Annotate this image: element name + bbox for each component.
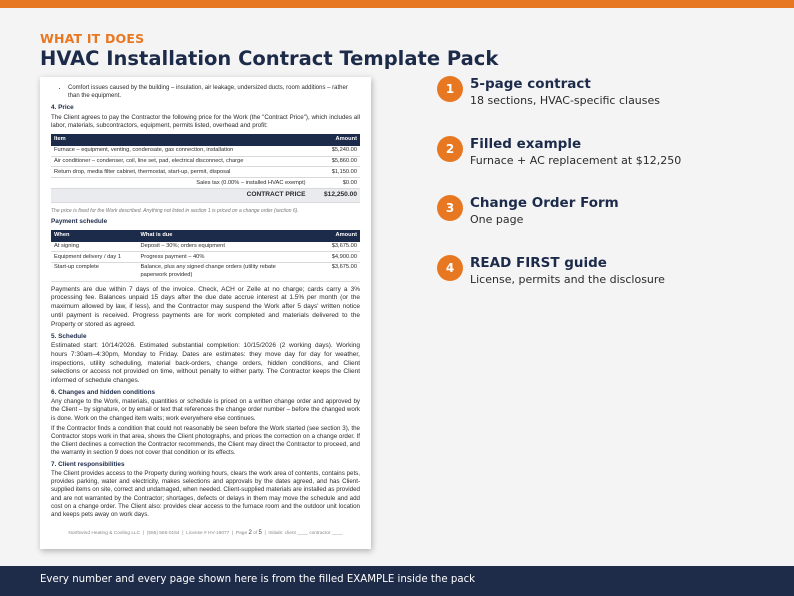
feature-number-badge: 4 bbox=[437, 255, 463, 281]
table-row bbox=[51, 146, 360, 156]
price-note: The price is fixed for the Work described. Anything not listed in section 1 is priced on a change order (section 6). bbox=[51, 207, 299, 214]
payment-what: Progress payment – 40% bbox=[138, 252, 299, 263]
top-accent-stripe bbox=[0, 0, 794, 8]
feature-title: READ FIRST guide bbox=[470, 255, 607, 271]
payment-what: Deposit – 30%; orders equipment bbox=[138, 242, 299, 252]
payment-table bbox=[51, 230, 360, 282]
page-title: HVAC Installation Contract Template Pack bbox=[40, 47, 499, 70]
price-amount: $5,240.00 bbox=[309, 146, 360, 156]
section-7-text: The Client provides access to the Property during working hours, clears the work area of contents, contains pets, provides parking, water and electricity, makes selections and approvals by the dates agreed, and has Client-supplied items on site, correct and undamaged, when needed. Client-supplied materials are installed as provided and are not warranted by the Contractor; shortages, defects or delays in them may move the schedule and add cost on a change order. The Client also: provides clear access to the furnace room and the outdoor unit location and keeps pets away on work days. bbox=[51, 470, 360, 518]
payment-amount: $4,900.00 bbox=[298, 252, 360, 263]
footer-banner-text: Every number and every page shown here is from the filled EXAMPLE inside the pack bbox=[40, 574, 476, 585]
section-4-text: The Client agrees to pay the Contractor the following price for the Work (the "Contract Price"), which includes all labor, materials, subcontractors, equipment, permits listed, overhead and profit: bbox=[51, 113, 360, 129]
price-item: Furnace – equipment, venting, condensate, gas connection, installation bbox=[51, 146, 309, 156]
payment-when: Equipment delivery / day 1 bbox=[51, 252, 138, 263]
payment-amount: $3,675.00 bbox=[298, 263, 360, 281]
payment-terms-text: Payments are due within 7 days of the invoice. Check, ACH or Zelle at no charge; cards carry a 3% processing fee. Balances unpaid 15 days after the due date accrue interest at 1.5% per month (or the maximum allowed by law, if less), and the Contractor may suspend the Work after 5 days' written notice until payment is received. Progress payments are for work completed and materials delivered to the Property or stored as agreed. bbox=[51, 285, 360, 328]
feature-number-badge: 1 bbox=[437, 76, 463, 102]
feature-subtitle: 18 sections, HVAC-specific clauses bbox=[470, 94, 661, 107]
section-6-text-1: Any change to the Work, materials, quantities or schedule is priced on a written change order and approved by the Client – by signature, or by email or text that references the change order number – before the changed work is done. Work on the changed item waits; work everywhere else continues. bbox=[51, 398, 360, 422]
feature-title: 5-page contract bbox=[470, 76, 591, 92]
section-4-heading: 4. Price bbox=[51, 104, 74, 112]
price-amount: $5,860.00 bbox=[309, 156, 360, 167]
footer-phone: (555) 555-0154 bbox=[146, 531, 180, 537]
price-header-amount: Amount bbox=[309, 134, 360, 146]
payment-header-amount: Amount bbox=[298, 230, 360, 242]
payment-header-when: When bbox=[51, 230, 138, 242]
feature-subtitle: One page bbox=[470, 213, 524, 226]
total-row bbox=[51, 189, 360, 203]
table-row bbox=[51, 263, 360, 281]
footer-company: Northwind Heating & Cooling LLC bbox=[68, 531, 141, 537]
bullet-item: • Comfort issues caused by the building – insulation, air leakage, undersized ducts, room additions – rather than the equipment. bbox=[68, 85, 360, 100]
feature-item-4 bbox=[437, 255, 767, 295]
price-item: Return drop, media filter cabinet, thermostat, start-up, permit, disposal bbox=[51, 167, 309, 178]
section-6-text-2: If the Contractor finds a condition that could not reasonably be seen before the Work started (see section 3), the Contractor stops work in that area, shows the Client photographs, and prices the correction on a change order. If the Client declines a correction the Contractor recommends, the Client may direct the Contractor to proceed, and the warranty in section 9 does not cover that condition or its effects. bbox=[51, 424, 360, 457]
payment-amount: $3,675.00 bbox=[298, 242, 360, 252]
feature-title: Filled example bbox=[470, 136, 582, 152]
table-row bbox=[51, 156, 360, 167]
feature-title: Change Order Form bbox=[470, 195, 619, 211]
price-amount: $1,150.00 bbox=[309, 167, 360, 178]
footer-initials: Initials: client ____ contractor ____ bbox=[268, 531, 343, 537]
price-table bbox=[51, 134, 360, 203]
price-item: Air conditioner – condenser, coil, line set, pad, electrical disconnect, charge bbox=[51, 156, 309, 167]
price-item: Sales tax (0.00% – installed HVAC exempt) bbox=[51, 178, 309, 189]
table-row bbox=[51, 252, 360, 263]
payment-when: At signing bbox=[51, 242, 138, 252]
payment-when: Start-up complete bbox=[51, 263, 138, 281]
table-row bbox=[51, 242, 360, 252]
feature-item-3 bbox=[437, 195, 767, 235]
section-7-heading: 7. Client responsibilities bbox=[51, 460, 125, 468]
price-amount: $0.00 bbox=[309, 178, 360, 189]
feature-item-2 bbox=[437, 136, 767, 176]
feature-subtitle: Furnace + AC replacement at $12,250 bbox=[470, 154, 682, 167]
eyebrow-label: WHAT IT DOES bbox=[40, 31, 145, 46]
total-value: $12,250.00 bbox=[309, 189, 360, 203]
section-6-heading: 6. Changes and hidden conditions bbox=[51, 388, 156, 396]
footer-license: License # HV-19077 bbox=[186, 531, 230, 537]
section-5-heading: 5. Schedule bbox=[51, 332, 87, 340]
payment-header-what: What is due bbox=[138, 230, 299, 242]
feature-number-badge: 3 bbox=[437, 195, 463, 221]
footer-page-number: 2 bbox=[248, 530, 252, 537]
feature-number-badge: 2 bbox=[437, 136, 463, 162]
document-footer: Northwind Heating & Cooling LLC | (555) 555-0154 | License # HV-19077 | Page 2 of 5 | Initials: client ____ contractor ____ bbox=[68, 530, 343, 537]
table-row bbox=[51, 178, 360, 189]
bullet-list bbox=[68, 85, 360, 100]
contract-page-preview bbox=[40, 77, 371, 549]
feature-subtitle: License, permits and the disclosure bbox=[470, 273, 665, 286]
footer-page-total: 5 bbox=[258, 530, 262, 537]
footer-banner bbox=[0, 566, 794, 596]
total-label: CONTRACT PRICE bbox=[51, 189, 309, 203]
table-row bbox=[51, 167, 360, 178]
price-header-item: Item bbox=[51, 134, 309, 146]
payment-what: Balance, plus any signed change orders (utility rebate paperwork provided) bbox=[138, 263, 299, 281]
feature-item-1 bbox=[437, 76, 767, 116]
section-5-text: Estimated start: 10/14/2026. Estimated substantial completion: 10/15/2026 (2 working days). Working hours 7:30am–4:30pm, Monday to Friday. Dates are estimates: they move day for day for weather, inspections, utility scheduling, material back-orders, change orders, hidden conditions, and Client selections or access not provided on time, without penalty to either party. The Contractor keeps the Client informed of schedule changes. bbox=[51, 341, 360, 385]
footer-page-prefix: Page bbox=[235, 531, 248, 537]
footer-page-of: of bbox=[253, 531, 258, 537]
payment-schedule-heading: Payment schedule bbox=[51, 217, 108, 225]
